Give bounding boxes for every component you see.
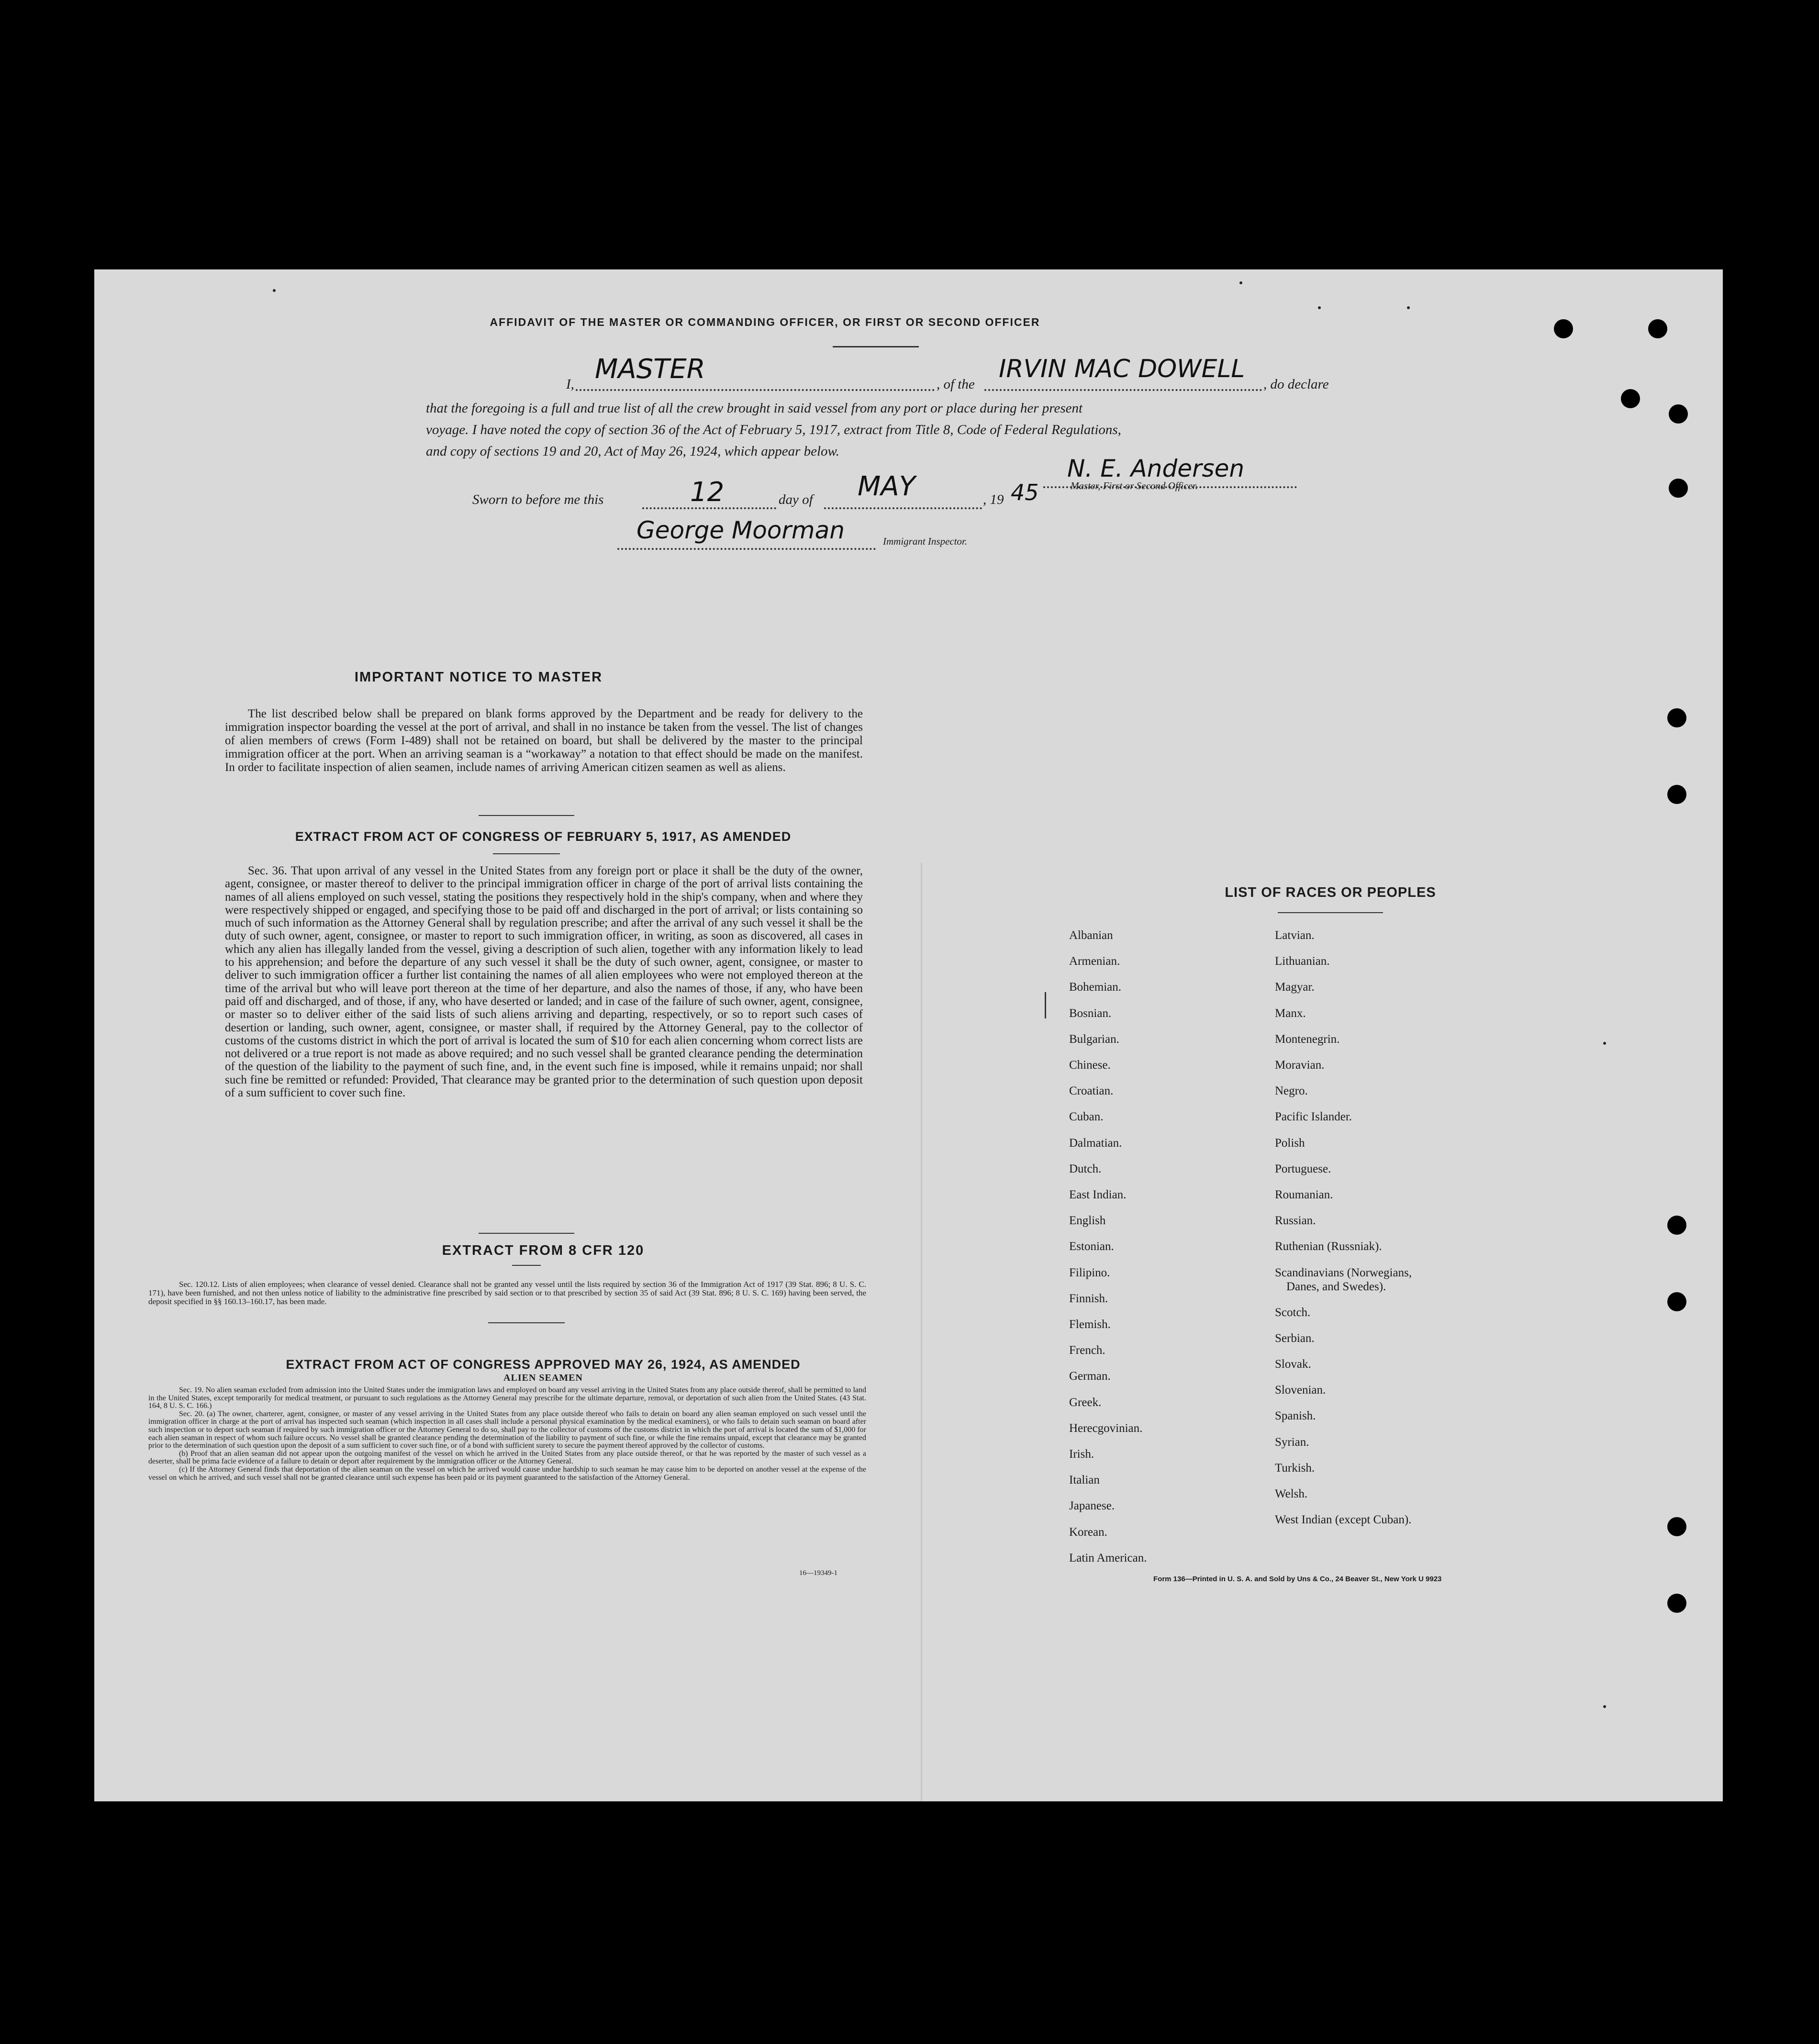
race-item: Bulgarian. — [1069, 1032, 1119, 1046]
races-right-column — [1275, 923, 1412, 1533]
inspector-signature-field — [617, 518, 876, 550]
sec-20c-text: (c) If the Attorney General finds that deportation of the alien seaman on the vessel on which he arrived would cause undue hardship to such seaman he may cause him to be deported on another vessel at the expense of the vessel on which he arrived, and such vessel shall not be granted clearance until such expense has been paid or its payment guaranteed to the satisfaction of the Attorney General. — [148, 1465, 866, 1482]
officer-caption: Master, First or Second Officer. — [1071, 480, 1198, 491]
punch-hole — [1667, 1517, 1686, 1536]
fold-crease — [921, 863, 922, 1801]
race-item: Portuguese. — [1275, 1162, 1331, 1175]
heading-rule — [833, 346, 919, 347]
race-item: Slovak. — [1275, 1358, 1311, 1371]
extract-cfr-body: Sec. 120.12. Lists of alien employees; when clearance of vessel denied. Clearance shall not be granted any vessel until the lists required by section 36 of the Immigration Act of 1917 (39 Stat. 896; 8 U. S. C. 171), have been furnished, and not then unless notice of liability to the administrative fine prescribed by said section or to that prescribed by section 35 of said Act (39 Stat. 896; 8 U. S. C. 169) having been served, the deposit specified in §§ 160.13–160.17, has been made. — [148, 1280, 866, 1306]
ink-speck — [1239, 281, 1242, 284]
race-item — [1275, 1260, 1412, 1300]
race-item: West Indian (except Cuban). — [1275, 1513, 1412, 1527]
punch-hole — [1648, 319, 1667, 338]
race-item: Spanish. — [1275, 1409, 1316, 1423]
document-page — [94, 269, 1723, 1801]
race-item: Syrian. — [1275, 1435, 1309, 1449]
ink-speck — [1603, 1042, 1606, 1045]
extract-1917-end-rule — [479, 1233, 574, 1234]
race-item: French. — [1069, 1344, 1105, 1357]
race-item: Croatian. — [1069, 1084, 1114, 1098]
inspector-caption: Immigrant Inspector. — [883, 536, 968, 547]
race-item: East Indian. — [1069, 1188, 1127, 1202]
extract-cfr-end-rule — [488, 1322, 565, 1323]
notice-body: The list described below shall be prepared on blank forms approved by the Department and be ready for delivery to the immigration inspector boarding the vessel at the port of arrival, and shall in no instance be taken from the vessel. The list of changes of alien members of crews (Form I-489) shall not be retained on board, but shall be delivered by the master to the principal immigration officer at the port. When an arriving seaman is a “workaway” a notation to that effect should be made on the manifest. In order to facilitate inspection of alien seamen, include names of arriving American citizen seamen as well as aliens. — [225, 707, 863, 774]
sec-20b-text: (b) Proof that an alien seaman did not appear upon the outgoing manifest of the vessel on which he arrived in the United States from any place outside thereof, or that he was reported by the master of such vessel as a deserter, shall be prima facie evidence of a failure to detain or deport after requirement by the immigration officer or the Attorney General. — [148, 1449, 866, 1466]
race-item-scandinavians: Scandinavians (Norwegians, — [1275, 1266, 1412, 1279]
punch-hole — [1667, 1594, 1686, 1613]
race-item: Armenian. — [1069, 955, 1120, 968]
day-field — [642, 478, 776, 509]
extract-1924-body — [148, 1386, 866, 1482]
affidavit-declaration — [426, 354, 1431, 462]
extract-1924-heading: EXTRACT FROM ACT OF CONGRESS APPROVED MAY 26, 1924, AS AMENDED — [286, 1357, 801, 1372]
race-item: Montenegrin. — [1275, 1032, 1340, 1046]
race-item: Bohemian. — [1069, 981, 1122, 994]
race-item: Cuban. — [1069, 1110, 1104, 1124]
race-item: Pacific Islander. — [1275, 1110, 1352, 1124]
races-rule — [1278, 912, 1383, 913]
race-item: Slovenian. — [1275, 1384, 1326, 1397]
race-item: Polish — [1275, 1136, 1305, 1150]
race-item: Filipino. — [1069, 1266, 1110, 1279]
punch-hole — [1667, 1292, 1686, 1311]
race-item: Magyar. — [1275, 981, 1315, 994]
vessel-name-handwriting: IRVIN MAC DOWELL — [999, 355, 1245, 383]
vessel-name-field — [984, 355, 1262, 391]
notice-rule — [479, 815, 574, 816]
punch-hole — [1667, 1216, 1686, 1235]
race-item: Russian. — [1275, 1214, 1316, 1228]
pen-mark — [1045, 992, 1046, 1018]
race-item: Manx. — [1275, 1006, 1306, 1020]
day-of-label: day of — [779, 492, 813, 507]
races-heading: LIST OF RACES OR PEOPLES — [1225, 885, 1436, 900]
race-item: Albanian — [1069, 929, 1113, 942]
extract-1917-body: Sec. 36. That upon arrival of any vessel in the United States from any foreign port or place it shall be the duty of the owner, agent, consignee, or master thereof to deliver to the principal immigration officer in charge of the port of arrival lists containing the names of all aliens employed on such vessel, stating the positions they respectively hold in the ship's company, when and where they were respectively shipped or engaged, and specifying those to be paid off and discharged in the port of arrival; or lists containing so much of such information as the Attorney General shall by regulation prescribe; and after the arrival of any such vessel it shall be the duty of such owner, agent, consignee, or master to report to such immigration officer, in writing, as soon as discovered, all cases in which any alien has illegally landed from the vessel, giving a description of such alien, together with any information likely to lead to his apprehension; and before the departure of any such vessel it shall be the duty of such owner, agent, consignee, or master to deliver to such immigration officer a further list containing the names of all alien employees who were not employed thereon at the time of the arrival but who will leave port thereon at the time of her departure, and also the names of those, if any, who have been paid off and discharged, and of those, if any, who have deserted or landed; and in case of the failure of such owner, agent, consignee, or master so to deliver either of the said lists of such aliens arriving and departing, respectively, or so to report such cases of desertion or landing, such owner, agent, consignee, or master shall, if required by the Attorney General, pay to the collector of customs of the customs district in which the port of arrival is located the sum of $10 for each alien concerning whom correct lists are not delivered or a true report is not made as above required; and no such vessel shall be granted clearance pending the determination of the question of the liability to the payment of such fine, and, in the event such fine is imposed, while it remains unpaid; nor shall such fine be remitted or refunded: Provided, That clearance may be granted prior to the determination of such question upon deposit of a sum sufficient to cover such fine. — [225, 864, 863, 1100]
sec-20a-text: Sec. 20. (a) The owner, charterer, agent, consignee, or master of any vessel arriving in the United States from any place outside thereof who fails to detain on board any alien seaman employed on such vessel until the immigration officer in charge at the port of arrival has inspected such seaman (which inspection in all cases shall include a personal physical examination by the medical examiners), or who fails to detain such seaman on board after such inspection or to deport such seaman if required by such immigration officer or the Attorney General to do so, shall pay to the collector of customs of the customs district in which the port of arrival is located the sum of $1,000 for each alien seaman in respect of whom such failure occurs. No vessel shall be granted clearance pending the determination of the liability to payment of such fine, or while the fine remains unpaid, except that clearance may be granted prior to the determination of such question upon the deposit of a sum sufficient to cover such fine, or of a bond with sufficient surety to secure the payment thereof approved by the collector of customs. — [148, 1409, 866, 1450]
race-item: Moravian. — [1275, 1059, 1325, 1072]
officer-title-field — [576, 354, 935, 391]
race-item: Japanese. — [1069, 1499, 1115, 1513]
race-item: German. — [1069, 1370, 1111, 1383]
extract-cfr-heading: EXTRACT FROM 8 CFR 120 — [442, 1243, 645, 1258]
extract-cfr-rule — [512, 1265, 541, 1266]
race-item: Estonian. — [1069, 1240, 1114, 1253]
punch-hole — [1554, 319, 1573, 338]
race-item-scandinavians-cont: Danes, and Swedes). — [1286, 1280, 1386, 1293]
sworn-label: Sworn to before me this — [472, 492, 604, 507]
sec-19-text: Sec. 19. No alien seaman excluded from admission into the United States under the immigration laws and employed on board any vessel arriving in the United States from any place outside thereof, shall be permitted to land in the United States, except temporarily for medical treatment, or pursuant to such regulations as the Attorney General may prescribe for the ultimate departure, removal, or deportation of such alien from the United States. (43 Stat. 164, 8 U. S. C. 166.) — [148, 1386, 866, 1410]
i-label: I, — [566, 377, 574, 392]
race-item: Italian — [1069, 1474, 1100, 1487]
punch-hole — [1667, 785, 1686, 804]
year-handwriting: 45 — [1011, 480, 1039, 505]
race-item: Flemish. — [1069, 1318, 1111, 1331]
race-item: Herecgovinian. — [1069, 1421, 1143, 1435]
race-item: Roumanian. — [1275, 1188, 1333, 1202]
extract-1917-rule — [493, 853, 560, 854]
race-item: Latvian. — [1275, 929, 1315, 942]
race-item: Chinese. — [1069, 1059, 1111, 1072]
month-field — [824, 471, 982, 509]
year-prefix-label: , 19 — [983, 492, 1004, 507]
declaration-line-3: voyage. I have noted the copy of section 36 of the Act of February 5, 1917, extract from Title 8, Code of Federal Regulations, — [426, 422, 1121, 437]
race-item: Greek. — [1069, 1396, 1102, 1409]
declaration-line-4: and copy of sections 19 and 20, Act of May 26, 1924, which appear below. — [426, 444, 839, 459]
sworn-line — [472, 471, 1190, 516]
officer-signature: N. E. Andersen — [1067, 455, 1245, 482]
race-item: Welsh. — [1275, 1487, 1308, 1501]
race-item: Negro. — [1275, 1084, 1308, 1098]
race-item: Turkish. — [1275, 1461, 1315, 1474]
race-item: English — [1069, 1214, 1106, 1228]
punch-hole — [1669, 479, 1688, 498]
ink-speck — [1407, 306, 1410, 309]
race-item: Dalmatian. — [1069, 1136, 1122, 1150]
inspector-signature: George Moorman — [636, 516, 845, 544]
race-item: Scotch. — [1275, 1306, 1311, 1319]
punch-hole — [1667, 708, 1686, 727]
punch-hole — [1669, 404, 1688, 424]
of-the-label: , of the — [937, 377, 975, 392]
month-handwriting: MAY — [858, 471, 915, 502]
race-item: Lithuanian. — [1275, 955, 1330, 968]
officer-title-handwriting: MASTER — [595, 354, 705, 385]
affidavit-heading: AFFIDAVIT OF THE MASTER OR COMMANDING OFFICER, OR FIRST OR SECOND OFFICER — [490, 316, 1040, 328]
extract-1917-heading: EXTRACT FROM ACT OF CONGRESS OF FEBRUARY 5, 1917, AS AMENDED — [295, 829, 792, 844]
declaration-line-2: that the foregoing is a full and true list of all the crew brought in said vessel from any port or place during her present — [426, 401, 1083, 416]
race-item: Latin American. — [1069, 1551, 1147, 1564]
printer-footer: Form 136—Printed in U. S. A. and Sold by Uns & Co., 24 Beaver St., New York U 9923 — [1153, 1575, 1442, 1583]
notice-heading: IMPORTANT NOTICE TO MASTER — [354, 670, 603, 685]
race-item: Korean. — [1069, 1525, 1107, 1539]
extract-1924-subheading: ALIEN SEAMEN — [503, 1373, 583, 1383]
race-item: Irish. — [1069, 1448, 1094, 1461]
races-left-column — [1069, 923, 1147, 1571]
race-item: Finnish. — [1069, 1292, 1108, 1305]
race-item: Bosnian. — [1069, 1006, 1112, 1020]
form-code: 16—19349-1 — [799, 1569, 837, 1577]
ink-speck — [1603, 1705, 1606, 1708]
day-handwriting: 12 — [690, 477, 725, 508]
ink-speck — [273, 289, 276, 292]
punch-hole — [1621, 389, 1640, 408]
race-item: Dutch. — [1069, 1162, 1102, 1175]
ink-speck — [1318, 306, 1321, 309]
do-declare-label: , do declare — [1263, 377, 1329, 392]
race-item: Serbian. — [1275, 1331, 1315, 1345]
race-item: Ruthenian (Russniak). — [1275, 1240, 1382, 1253]
